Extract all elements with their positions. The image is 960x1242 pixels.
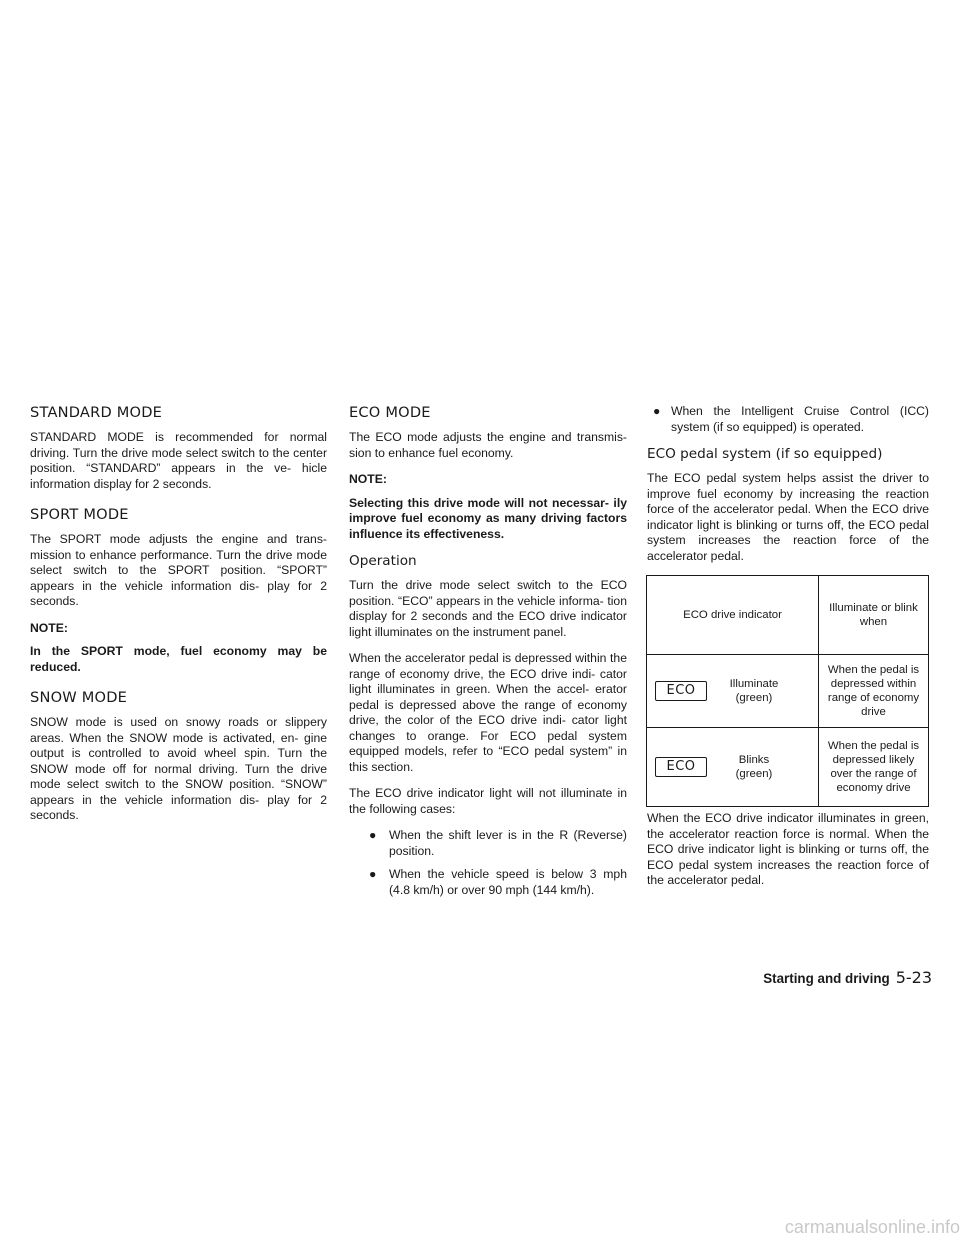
- bullet-icon: ●: [369, 867, 377, 881]
- when-cell: When the pedal is depressed within range of economy drive: [819, 655, 929, 728]
- eco-pedal-heading: ECO pedal system (if so equipped): [647, 446, 883, 462]
- sport-mode-heading: SPORT MODE: [30, 506, 129, 523]
- standard-mode-text: STANDARD MODE is recommended for normal driving. Turn the drive mode select switch to the center position. “STANDARD” appears in the ve- hicle information display for 2 seconds.: [30, 430, 327, 491]
- indicator-state: Illuminate (green): [729, 678, 779, 704]
- list-item: [349, 828, 627, 859]
- snow-mode-text: SNOW mode is used on snowy roads or slippery areas. When the SNOW mode is activated, en- gine output is controlled to avoid wheel spin. Turn the SNOW mode off for normal driving. Turn the drive mode select switch to the SNOW position. “SNOW” appears in the vehicle information dis- play for 2 seconds.: [30, 715, 327, 822]
- watermark: carmanualsonline.info: [784, 1217, 960, 1237]
- snow-mode-heading: SNOW MODE: [30, 689, 128, 706]
- page-number: 5-23: [895, 968, 932, 987]
- table-header-row: [647, 576, 929, 655]
- eco-indicator-table: [646, 575, 929, 807]
- eco-lamp-icon: ECO: [655, 681, 707, 701]
- bullet-icon: ●: [369, 828, 377, 842]
- bullet-icon: ●: [653, 404, 661, 418]
- header-cell-when: Illuminate or blink when: [819, 576, 929, 655]
- eco-note-label: NOTE:: [349, 472, 387, 486]
- list-item-text: When the Intelligent Cruise Control (ICC) system (if so equipped) is operated.: [671, 404, 929, 434]
- operation-paragraph-1: Turn the drive mode select switch to the ECO position. “ECO” appears in the vehicle informa- tion display for 2 seconds and the ECO drive indicator light illuminates on the instrument panel.: [349, 578, 627, 639]
- table-row: [647, 655, 929, 728]
- operation-paragraph-2: When the accelerator pedal is depressed within the range of economy drive, the ECO drive indi- cator light illuminates in green. When the accel- erator pedal is depressed above the range of economy drive, the color of the ECO drive indi- cator light changes to orange. For ECO pedal system equipped models, refer to “ECO pedal system” in this section.: [349, 651, 627, 774]
- indicator-state: Blinks (green): [735, 754, 773, 780]
- eco-note-text: Selecting this drive mode will not necessar- ily improve fuel economy as many driving factors influence its effectiveness.: [349, 495, 627, 541]
- page-footer: [672, 968, 932, 987]
- footer-section-title: Starting and driving: [763, 971, 890, 986]
- sport-mode-text: The SPORT mode adjusts the engine and trans- mission to enhance performance. Turn the drive mode select switch to the SPORT position. “SPORT” appears in the vehicle information dis- play for 2 seconds.: [30, 532, 327, 608]
- list-item-text: When the shift lever is in the R (Reverse) position.: [389, 828, 627, 858]
- when-cell: When the pedal is depressed likely over the range of economy drive: [819, 728, 929, 807]
- sport-note-label: NOTE:: [30, 620, 68, 635]
- eco-mode-text: The ECO mode adjusts the engine and transmis- sion to enhance fuel economy.: [349, 430, 627, 460]
- after-table-text: When the ECO drive indicator illuminates in green, the accelerator reaction force is normal. When the ECO drive indicator light is blinking or turns off, the ECO pedal system increases the reaction force of the accelerator pedal.: [647, 811, 929, 887]
- operation-heading: Operation: [349, 553, 417, 569]
- icc-bullet-list: [647, 404, 929, 435]
- middle-column: [349, 404, 627, 909]
- list-item: [647, 404, 929, 435]
- list-item: [349, 867, 627, 898]
- list-item-text: When the vehicle speed is below 3 mph (4.8 km/h) or over 90 mph (144 km/h).: [389, 867, 627, 897]
- sport-note-text: In the SPORT mode, fuel economy may be reduced.: [30, 644, 327, 674]
- table-row: [647, 728, 929, 807]
- eco-mode-heading: ECO MODE: [349, 404, 431, 421]
- indicator-cell: [647, 655, 819, 728]
- standard-mode-heading: STANDARD MODE: [30, 404, 163, 421]
- header-cell-indicator: ECO drive indicator: [647, 576, 819, 655]
- eco-pedal-text: The ECO pedal system helps assist the driver to improve fuel economy by increasing the reaction force of the accelerator pedal. When the ECO drive indicator light is blinking or turns off, the ECO pedal system increases the reaction force of the accelerator pedal.: [647, 471, 929, 563]
- left-column: [30, 404, 327, 835]
- indicator-cell: [647, 728, 819, 807]
- eco-lamp-icon: ECO: [655, 757, 707, 777]
- operation-bullet-list: [349, 828, 627, 898]
- operation-paragraph-3: The ECO drive indicator light will not illuminate in the following cases:: [349, 786, 627, 816]
- right-column: [647, 404, 929, 900]
